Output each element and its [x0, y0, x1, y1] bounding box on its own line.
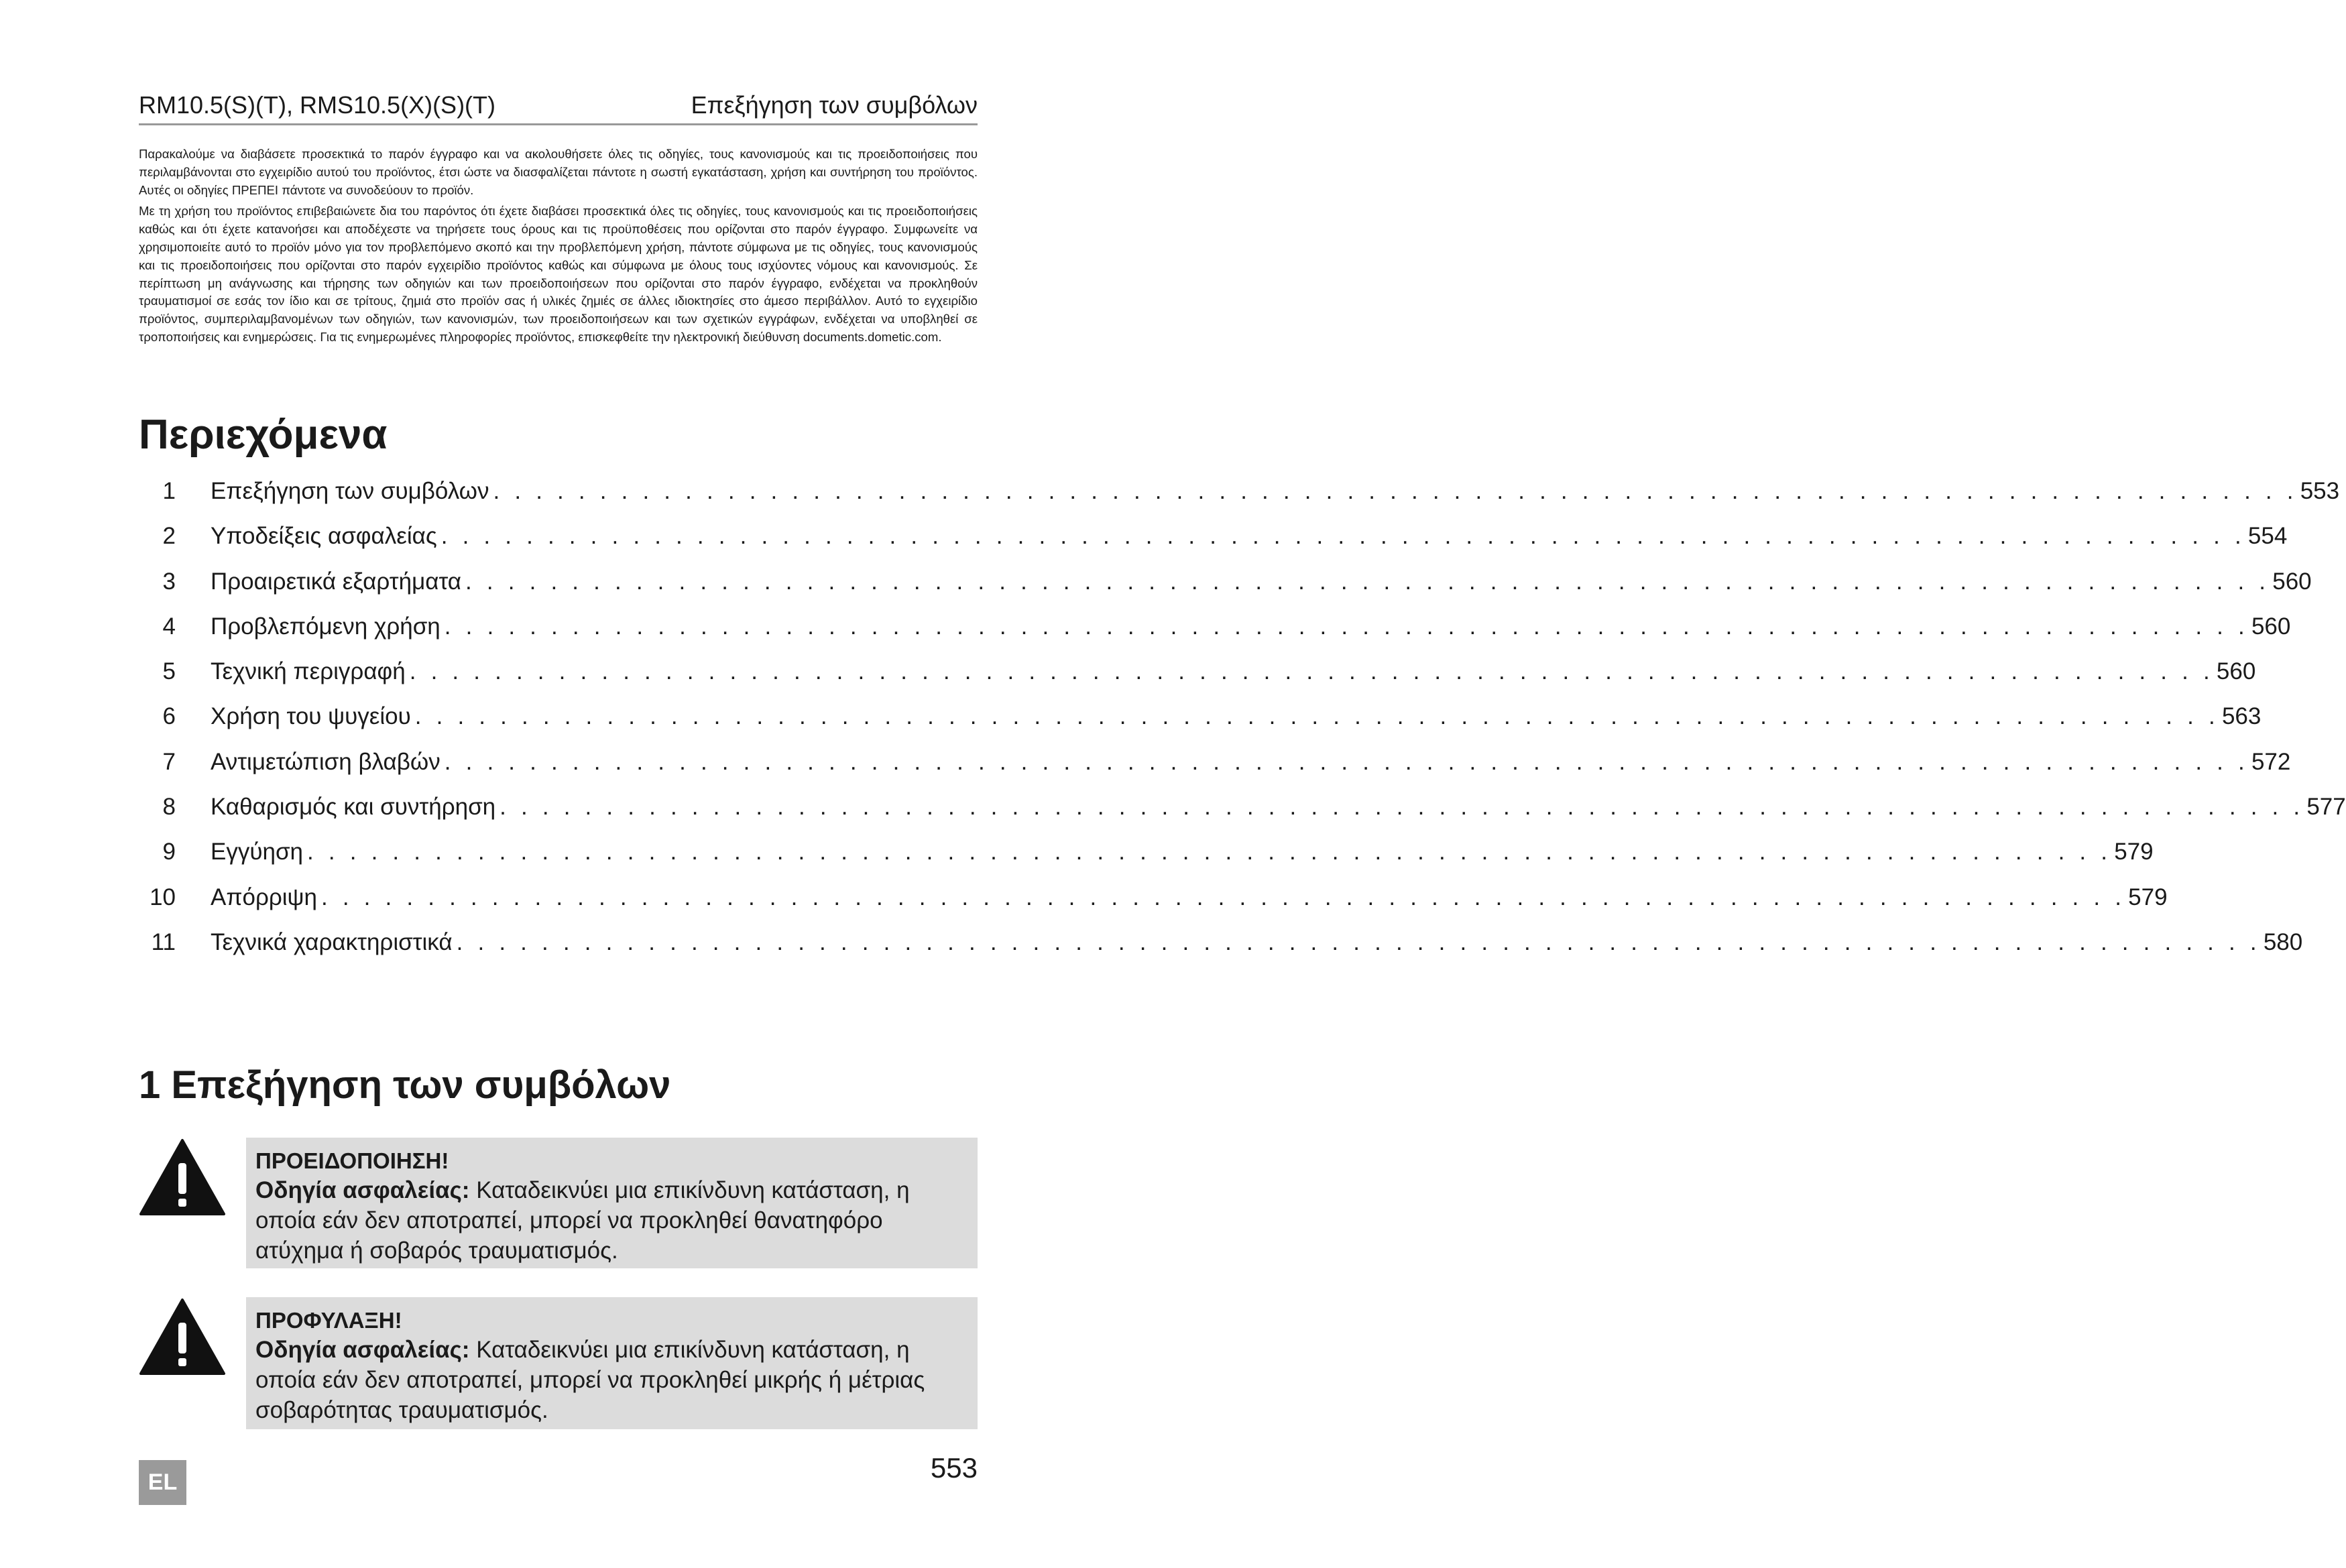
toc-entry-title: Επεξήγηση των συμβόλων	[211, 477, 493, 505]
toc-entry-page: 572	[2251, 748, 2291, 775]
toc-entry-title: Προαιρετικά εξαρτήματα	[211, 568, 465, 596]
toc-entry[interactable]	[139, 658, 2256, 703]
toc-leader-dots: . . . . . . . . . . . . . . . . . . . . . . . . . . . . . . . . . . . . . . . . . . . . . . . . . . . . . . . . . . . . . . . . . . . . . . . . . . . . . . . . . . . . .	[441, 523, 2245, 550]
toc-entry-page: 560	[2251, 613, 2291, 640]
warning-triangle-icon	[139, 1138, 226, 1217]
toc-entry-title: Χρήση του ψυγείου	[211, 703, 415, 731]
toc-entry-number: 7	[162, 748, 176, 775]
caution-heading: ΠΡΟΦΥΛΑΞΗ!	[255, 1308, 402, 1333]
section-title: 1 Επεξήγηση των συμβόλων	[139, 1063, 671, 1107]
toc-entry-page: 579	[2128, 884, 2168, 910]
page-number: 553	[930, 1452, 978, 1484]
toc-entry[interactable]	[139, 522, 2288, 567]
toc-entry-title: Αντιμετώπιση βλαβών	[211, 748, 445, 776]
caution-box	[246, 1297, 978, 1429]
warning-box	[246, 1138, 978, 1268]
toc-entry-number: 11	[151, 928, 176, 955]
toc-entry[interactable]	[139, 793, 2346, 838]
intro-paragraph-2: Με τη χρήση του προϊόντος επιβεβαιώνετε δια του παρόντος ότι έχετε διαβάσει προσεκτικά όλες τις οδηγίες, τους κανονισμούς και τις προειδοποιήσεις καθώς και ότι έχετε κατανοήσει και αποδέχεστε να τηρήσετε τους όρους και τις προϋποθέσεις που ορίζονται στο παρόν έγγραφο. Συμφωνείτε να χρησιμοποιείτε αυτό το προϊόν μόνο για τον προβλεπόμενο σκοπό και την προβλεπόμενη χρήση, πάντοτε σύμφωνα με τις οδηγίες, τους κανονισμούς και τις προειδοποιήσεις που ορίζονται στο παρόν εγχειρίδιο προϊόντος καθώς και σύμφωνα με όλους τους ισχύοντες νόμους και κανονισμούς. Σε περίπτωση μη ανάγνωσης και τήρησης των οδηγιών και των προειδοποιήσεων που ορίζονται στο παρόν έγγραφο, ενδέχεται να προκληθούν τραυματισμοί σε εσάς τον ίδιο και σε τρίτους, ζημιά στο προϊόν σας ή υλικές ζημιές σε άλλες ιδιοκτησίες στο άμεσο περιβάλλον. Αυτό το εγχειρίδιο προϊόντος, συμπεριλαμβανομένων των οδηγιών, των κανονισμών, των προειδοποιήσεων και των σχετικών εγγράφων, ενδέχεται να υποβληθεί σε τροποποιήσεις και ενημερώσεις. Για τις ενημερωμένες πληροφορίες προϊόντος, επισκεφθείτε την ηλεκτρονική διεύθυνση documents.dometic.com.	[139, 204, 978, 344]
toc-entry-number: 2	[162, 523, 176, 550]
toc-entry[interactable]	[139, 477, 2340, 522]
toc-entry-number: 3	[162, 568, 176, 595]
toc-entry-title: Τεχνική περιγραφή	[211, 658, 410, 686]
intro-text	[139, 145, 978, 350]
toc-entry-page: 553	[2300, 478, 2340, 504]
toc-entry-title: Απόρριψη	[211, 884, 321, 912]
toc-entry-page: 580	[2263, 928, 2303, 955]
toc-title: Περιεχόμενα	[139, 412, 388, 458]
toc-leader-dots: . . . . . . . . . . . . . . . . . . . . . . . . . . . . . . . . . . . . . . . . . . . . . . . . . . . . . . . . . . . . . . . . . . . . . . . . . . . . . . . . . . . . .	[444, 748, 2249, 775]
toc-leader-dots: . . . . . . . . . . . . . . . . . . . . . . . . . . . . . . . . . . . . . . . . . . . . . . . . . . . . . . . . . . . . . . . . . . . . . . . . . . . . . . . . . . . . .	[493, 478, 2298, 504]
toc-entry-page: 560	[2272, 568, 2312, 595]
intro-paragraph-1: Παρακαλούμε να διαβάσετε προσεκτικά το παρόν έγγραφο και να ακολουθήσετε όλες τις οδηγίες, τους κανονισμούς και τις προειδοποιήσεις που περιλαμβάνονται στο εγχειρίδιο αυτού του προϊόντος, έτσι ώστε να διασφαλίζεται πάντοτε η σωστή εγκατάσταση, χρήση και συντήρηση του προϊόντος. Αυτές οι οδηγίες ΠΡΕΠΕΙ πάντοτε να συνοδεύουν το προϊόν.	[139, 147, 978, 197]
language-badge: EL	[139, 1460, 186, 1505]
toc-entry-title: Καθαρισμός και συντήρηση	[211, 793, 500, 821]
table-of-contents	[139, 477, 2346, 973]
warning-text: Καταδεικνύει μια επικίνδυνη κατάσταση, η οποία εάν δεν αποτραπεί, μπορεί να προκληθεί θανατηφόρο ατύχημα ή σοβαρός τραυματισμός.	[255, 1177, 910, 1264]
toc-entry[interactable]	[139, 748, 2291, 793]
toc-leader-dots: . . . . . . . . . . . . . . . . . . . . . . . . . . . . . . . . . . . . . . . . . . . . . . . . . . . . . . . . . . . . . . . . . . . . . . . . . . . . . . . . . . . . .	[456, 928, 2261, 955]
toc-entry[interactable]	[139, 703, 2262, 747]
header-section: Επεξήγηση των συμβόλων	[691, 91, 978, 119]
toc-entry-number: 1	[162, 478, 176, 504]
toc-entry-number: 6	[162, 703, 176, 730]
page-header	[139, 86, 978, 125]
toc-entry[interactable]	[139, 613, 2291, 658]
toc-entry-page: 563	[2221, 703, 2262, 730]
caution-label: Οδηγία ασφαλείας:	[255, 1337, 470, 1363]
caution-text: Καταδεικνύει μια επικίνδυνη κατάσταση, η οποία εάν δεν αποτραπεί, μπορεί να προκληθεί μικρής ή μέτριας σοβαρότητας τραυματισμός.	[255, 1337, 925, 1423]
toc-leader-dots: . . . . . . . . . . . . . . . . . . . . . . . . . . . . . . . . . . . . . . . . . . . . . . . . . . . . . . . . . . . . . . . . . . . . . . . . . . . . . . . . . . . . .	[409, 658, 2214, 685]
warning-triangle-icon	[139, 1297, 226, 1376]
toc-entry-page: 560	[2216, 658, 2256, 685]
toc-entry[interactable]	[139, 928, 2303, 973]
toc-entry-number: 5	[162, 658, 176, 685]
warning-label: Οδηγία ασφαλείας:	[255, 1177, 470, 1203]
caution-body	[255, 1335, 964, 1425]
toc-entry-title: Προβλεπόμενη χρήση	[211, 613, 445, 641]
header-model: RM10.5(S)(T), RMS10.5(X)(S)(T)	[139, 91, 496, 119]
toc-entry-title: Εγγύηση	[211, 838, 307, 866]
toc-entry-number: 9	[162, 839, 176, 865]
toc-leader-dots: . . . . . . . . . . . . . . . . . . . . . . . . . . . . . . . . . . . . . . . . . . . . . . . . . . . . . . . . . . . . . . . . . . . . . . . . . . . . . . . . . . . . .	[307, 839, 2112, 865]
toc-entry-number: 4	[162, 613, 176, 640]
warning-body	[255, 1175, 964, 1266]
toc-entry-number: 10	[150, 884, 176, 910]
toc-leader-dots: . . . . . . . . . . . . . . . . . . . . . . . . . . . . . . . . . . . . . . . . . . . . . . . . . . . . . . . . . . . . . . . . . . . . . . . . . . . . . . . . . . . . .	[444, 613, 2249, 640]
toc-leader-dots: . . . . . . . . . . . . . . . . . . . . . . . . . . . . . . . . . . . . . . . . . . . . . . . . . . . . . . . . . . . . . . . . . . . . . . . . . . . . . . . . . . . . .	[320, 884, 2126, 910]
toc-entry-page: 579	[2114, 839, 2154, 865]
toc-leader-dots: . . . . . . . . . . . . . . . . . . . . . . . . . . . . . . . . . . . . . . . . . . . . . . . . . . . . . . . . . . . . . . . . . . . . . . . . . . . . . . . . . . . . .	[500, 794, 2304, 821]
toc-entry[interactable]	[139, 568, 2312, 613]
toc-leader-dots: . . . . . . . . . . . . . . . . . . . . . . . . . . . . . . . . . . . . . . . . . . . . . . . . . . . . . . . . . . . . . . . . . . . . . . . . . . . . . . . . . . . . .	[465, 568, 2270, 595]
toc-entry-page: 577	[2306, 794, 2346, 821]
toc-entry-number: 8	[162, 794, 176, 821]
warning-heading: ΠΡΟΕΙΔΟΠΟΙΗΣΗ!	[255, 1148, 449, 1173]
toc-entry-title: Τεχνικά χαρακτηριστικά	[211, 928, 457, 957]
toc-entry-title: Υποδείξεις ασφαλείας	[211, 522, 441, 550]
toc-entry-page: 554	[2247, 523, 2288, 550]
toc-leader-dots: . . . . . . . . . . . . . . . . . . . . . . . . . . . . . . . . . . . . . . . . . . . . . . . . . . . . . . . . . . . . . . . . . . . . . . . . . . . . . . . . . . . . .	[414, 703, 2219, 730]
toc-entry[interactable]	[139, 838, 2154, 883]
toc-entry[interactable]	[139, 884, 2168, 928]
